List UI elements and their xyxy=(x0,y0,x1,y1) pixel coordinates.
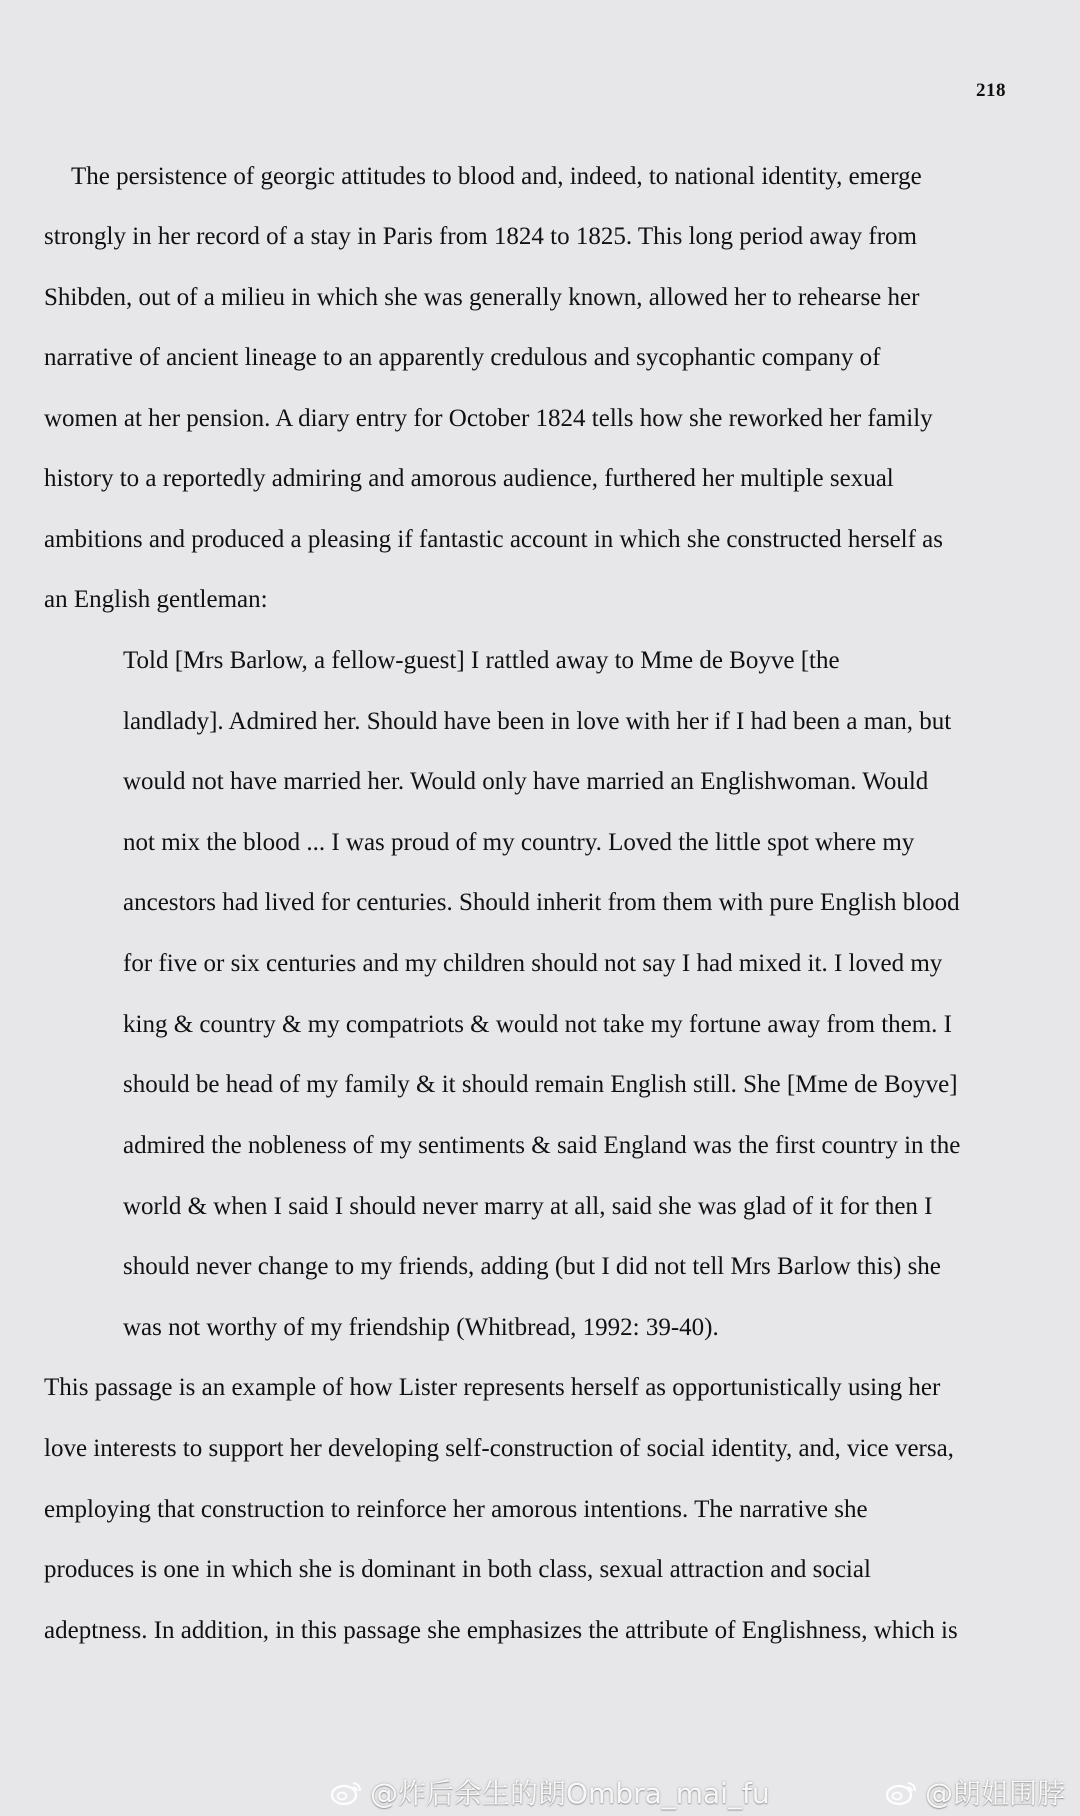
watermark-left xyxy=(330,1772,770,1812)
paragraph-2-line: This passage is an example of how Lister represents herself as opportunistically using her xyxy=(44,1374,941,1401)
block-quote-line: world & when I said I should never marry at all, said she was glad of it for then I xyxy=(123,1193,933,1220)
paragraph-1-line: strongly in her record of a stay in Paris from 1824 to 1825. This long period away from xyxy=(44,223,917,250)
paragraph-1-line: ambitions and produced a pleasing if fantastic account in which she constructed herself as xyxy=(44,526,944,553)
watermark-right xyxy=(885,1772,1065,1812)
watermark-right-text: @朗姐围脖 xyxy=(925,1777,1066,1810)
paragraph-1-line: history to a reportedly admiring and amorous audience, furthered her multiple sexual xyxy=(44,465,894,492)
block-quote-line: Told [Mrs Barlow, a fellow-guest] I rattled away to Mme de Boyve [the xyxy=(123,647,840,674)
weibo-icon xyxy=(330,1778,364,1806)
paragraph-1-line: an English gentleman: xyxy=(44,586,268,613)
block-quote-line: ancestors had lived for centuries. Should inherit from them with pure English blood xyxy=(123,889,960,916)
paragraph-2-line: produces is one in which she is dominant in both class, sexual attraction and social xyxy=(44,1556,871,1583)
block-quote-line: was not worthy of my friendship (Whitbread, 1992: 39-40). xyxy=(123,1314,719,1341)
paragraph-1-line: The persistence of georgic attitudes to blood and, indeed, to national identity, emerge xyxy=(71,163,922,190)
paragraph-2-line: employing that construction to reinforce her amorous intentions. The narrative she xyxy=(44,1496,868,1523)
block-quote-line: should be head of my family & it should remain English still. She [Mme de Boyve] xyxy=(123,1071,958,1098)
weibo-icon xyxy=(885,1778,919,1806)
paragraph-1-line: women at her pension. A diary entry for October 1824 tells how she reworked her family xyxy=(44,405,933,432)
paragraph-2-line: love interests to support her developing self-construction of social identity, and, vice versa, xyxy=(44,1435,954,1462)
watermark-left-text: @炸后余生的朗Ombra_mai_fu xyxy=(370,1777,770,1810)
paragraph-2-line: adeptness. In addition, in this passage she emphasizes the attribute of Englishness, which is xyxy=(44,1617,958,1644)
block-quote-line: king & country & my compatriots & would not take my fortune away from them. I xyxy=(123,1011,953,1038)
paragraph-1-line: narrative of ancient lineage to an apparently credulous and sycophantic company of xyxy=(44,344,881,371)
paragraph-1-line: Shibden, out of a milieu in which she was generally known, allowed her to rehearse her xyxy=(44,284,920,311)
block-quote-line: for five or six centuries and my children should not say I had mixed it. I loved my xyxy=(123,950,943,977)
block-quote-line: would not have married her. Would only have married an Englishwoman. Would xyxy=(123,768,929,795)
page-number: 218 xyxy=(976,80,1006,101)
block-quote-line: landlady]. Admired her. Should have been in love with her if I had been a man, but xyxy=(123,708,952,735)
block-quote-line: not mix the blood ... I was proud of my country. Loved the little spot where my xyxy=(123,829,915,856)
block-quote-line: should never change to my friends, adding (but I did not tell Mrs Barlow this) she xyxy=(123,1253,941,1280)
block-quote-line: admired the nobleness of my sentiments & said England was the first country in the xyxy=(123,1132,961,1159)
